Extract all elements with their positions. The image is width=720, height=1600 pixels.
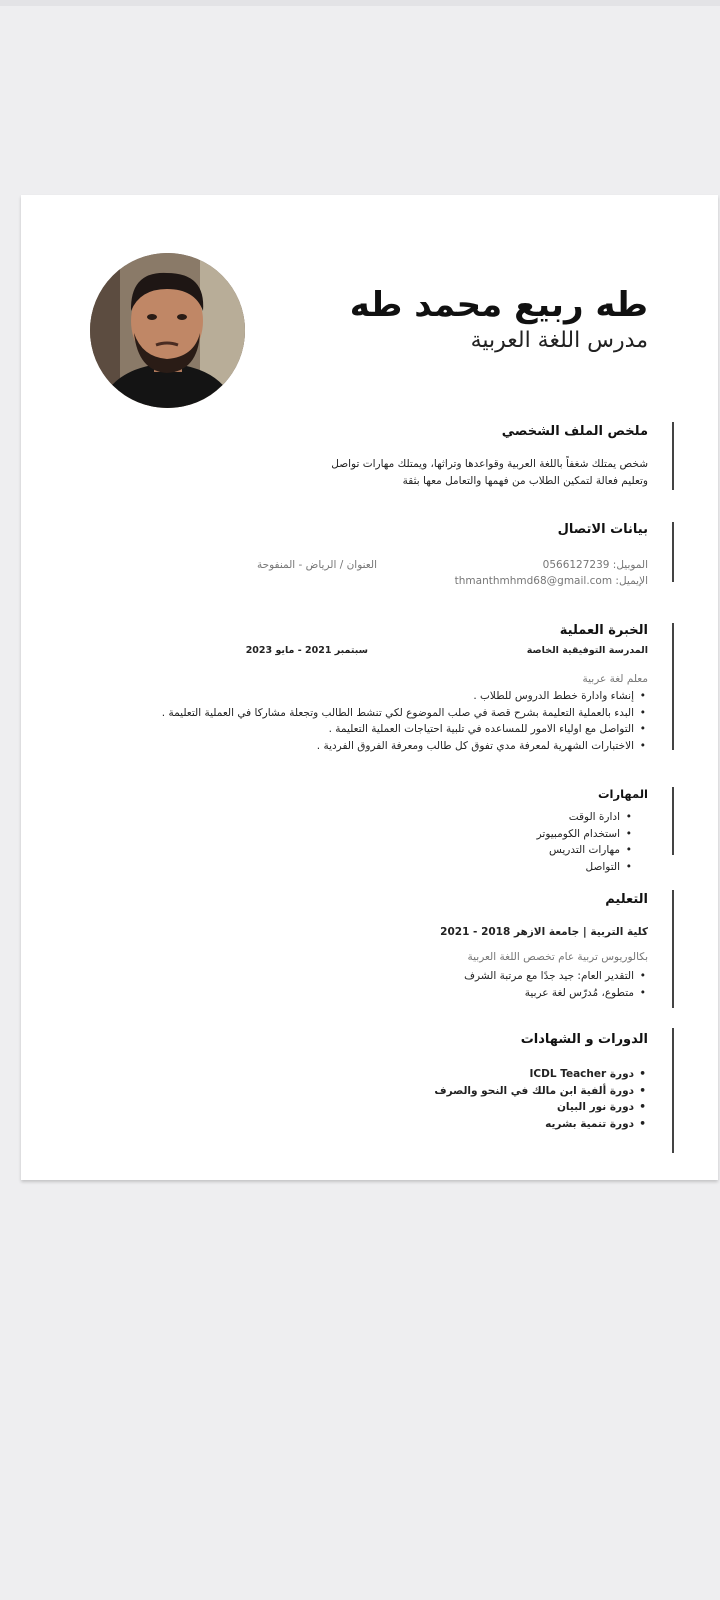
experience-position: معلم لغة عربية: [582, 673, 648, 685]
experience-accent-bar: [672, 623, 674, 750]
list-item: • التقدير العام: جيد جدًا مع مرتبة الشرف: [464, 968, 648, 985]
courses-heading: الدورات و الشهادات: [520, 1032, 648, 1047]
education-list: [464, 968, 648, 1001]
list-item: • مهارات التدريس: [537, 842, 634, 859]
job-title: مدرس اللغة العربية: [470, 328, 648, 353]
education-institution: كلية التربية | جامعة الازهر 2018 - 2021: [440, 926, 648, 938]
list-item: • دورة ICDL Teacher: [434, 1066, 648, 1083]
list-item: • متطوع، مُدرّس لغة عربية: [464, 985, 648, 1002]
avatar: [90, 253, 245, 408]
list-item: • التواصل مع اولياء الامور للمساعده في تلبية احتياجات العملية التعليمة .: [162, 721, 648, 738]
list-item: • دورة تنمية بشريه: [434, 1116, 648, 1133]
top-bar: [0, 0, 720, 6]
list-item: • استخدام الكومبيوتر: [537, 826, 634, 843]
skills-list: [537, 809, 634, 875]
contact-mobile: الموبيل: 0566127239: [542, 559, 648, 571]
education-degree: بكالوريوس تربية عام تخصص اللغة العربية: [467, 951, 648, 963]
summary-line-2: وتعليم فعالة لتمكين الطلاب من فهمها والتعامل معها بثقة: [402, 475, 648, 487]
list-item: • الاختبارات الشهرية لمعرفة مدي تفوق كل طالب ومعرفة الفروق الفردية .: [162, 738, 648, 755]
summary-accent-bar: [672, 422, 674, 490]
list-item: • دورة نور البيان: [434, 1099, 648, 1116]
education-heading: التعليم: [605, 892, 648, 907]
experience-employer: المدرسة التوفيقية الخاصة: [526, 645, 648, 656]
list-item: • البدء بالعملية التعليمة بشرح قصة في صلب الموضوع لكي تنشط الطالب وتجعلة مشاركا في العملية التعليمة .: [162, 705, 648, 722]
experience-heading: الخبرة العملية: [559, 623, 648, 638]
contact-address: العنوان / الرياض - المنفوحة: [256, 559, 377, 571]
courses-accent-bar: [672, 1028, 674, 1153]
courses-list: [434, 1066, 648, 1132]
list-item: • التواصل: [537, 859, 634, 876]
summary-line-1: شخص يمتلك شغفاً باللغة العربية وقواعدها وتراثها، ويمتلك مهارات تواصل: [331, 458, 648, 470]
skills-heading: المهارات: [598, 787, 648, 801]
experience-period: سبتمبر 2021 - مايو 2023: [245, 645, 368, 656]
person-name: طه ربيع محمد طه: [349, 285, 648, 325]
experience-duties-list: [162, 688, 648, 754]
skills-accent-bar: [672, 787, 674, 855]
contact-accent-bar: [672, 522, 674, 582]
list-item: • ادارة الوقت: [537, 809, 634, 826]
list-item: • إنشاء وادارة خطط الدروس للطلاب .: [162, 688, 648, 705]
contact-email[interactable]: الإيميل: thmanthmhmd68@gmail.com: [454, 575, 648, 587]
list-item: • دورة ألفية ابن مالك في النحو والصرف: [434, 1083, 648, 1100]
profile-photo-icon: [90, 253, 245, 408]
contact-heading: بيانات الاتصال: [557, 522, 648, 537]
resume-page: [21, 195, 718, 1180]
education-accent-bar: [672, 890, 674, 1008]
summary-heading: ملخص الملف الشخصي: [501, 424, 648, 439]
